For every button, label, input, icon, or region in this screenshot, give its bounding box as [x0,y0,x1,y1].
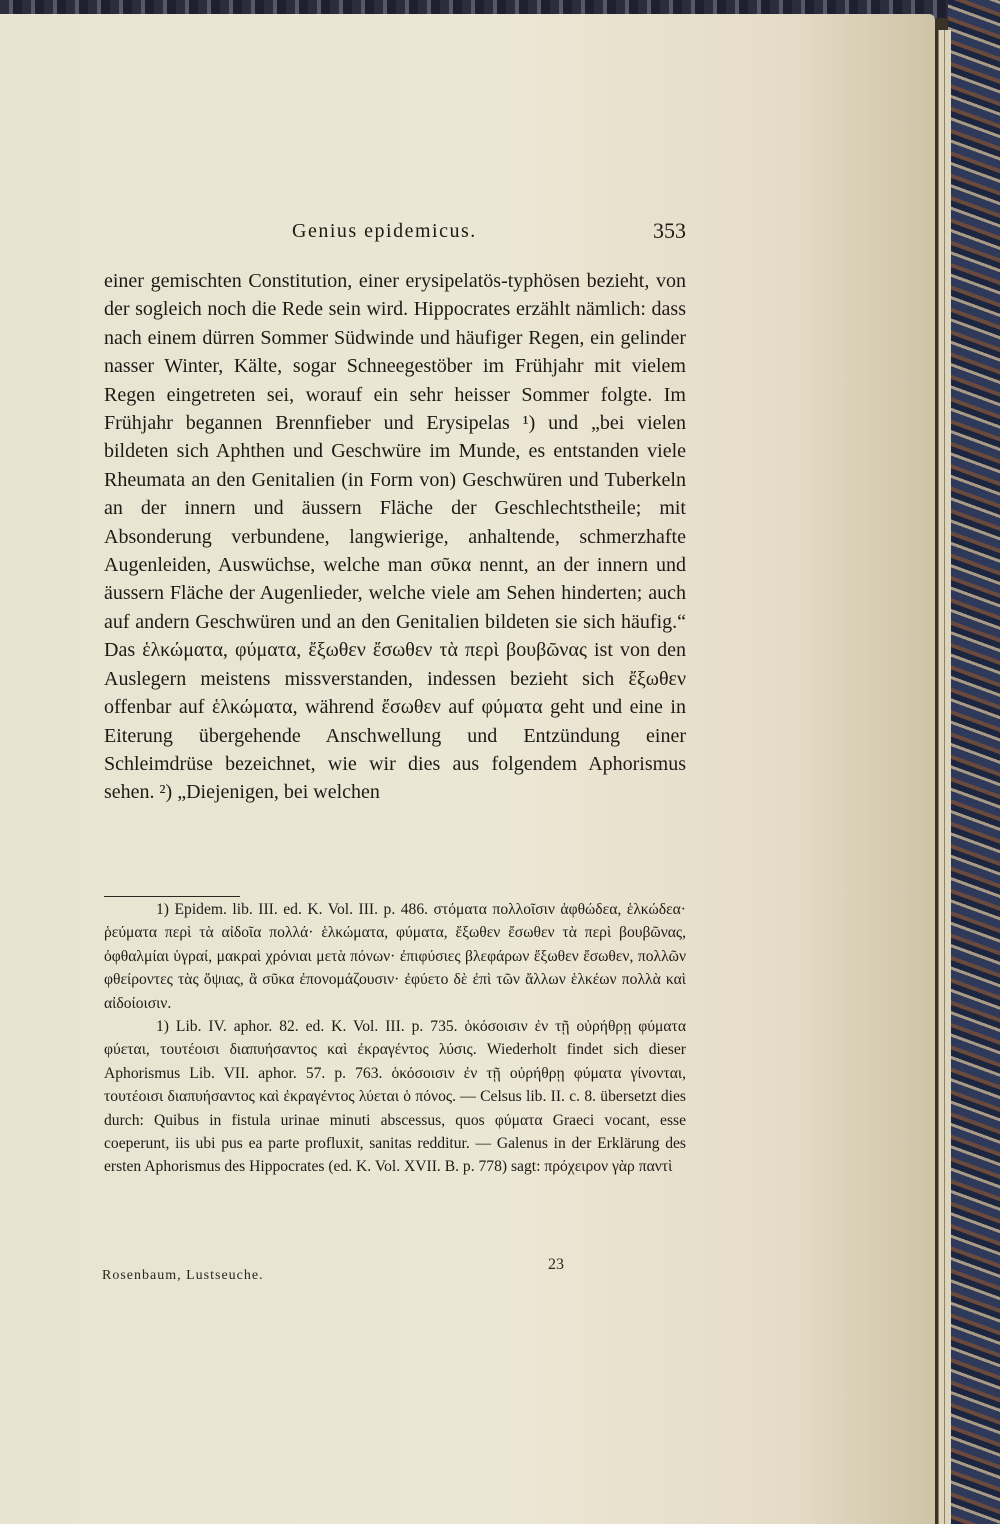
signature-number: 23 [548,1256,564,1273]
footnote-rule [104,896,240,897]
footnote-1: 1) Epidem. lib. III. ed. K. Vol. III. p. 486. στόματα πολλοῖσιν ἀφθώδεα, ἑλκώδεα· ῥεύματα περὶ τὰ αἰδοῖα πολλά· ἑλκώματα, φύματα, ἔξωθεν ἔσωθεν τὰ περὶ βουβῶνας, ὀφθαλμίαι ὑγραί, μακραὶ χρόνιαι μετὰ πόνων· ἐπιφύσιες βλεφάρων ἔξωθεν ἔσωθεν, πολλῶν φθείροντες τὰς ὄψιας, ἃ σῦκα ἐπονομάζουσιν· ἐφύετο δὲ ἐπὶ τῶν ἄλλων ἑλκέων πολλὰ καὶ αἰδοίοισιν. [104,901,686,1012]
page-edge-2 [944,30,951,1524]
body-paragraph: einer gemischten Constitution, einer erysipelatös-typhösen bezieht, von der sogleich noch die Rede sein wird. Hippocrates erzählt nämlich: dass nach einem dürren Sommer Südwinde und häufiger Regen, ein gelinder nasser Winter, Kälte, sogar Schneegestöber im Frühjahr mit vielem Regen eingetreten sei, worauf ein sehr heisser Sommer folgte. Im Frühjahr begannen Brennfieber und Erysipelas ¹) und „bei vielen bildeten sich Aphthen und Geschwüre im Munde, es entstanden viele Rheumata an den Genitalien (in Form von) Geschwüren und Tuberkeln an der innern und äussern Fläche der Geschlechtstheile; mit Absonderung verbundene, langwierige, anhaltende, schmerzhafte Augenleiden, Auswüchse, welche man σῦκα nennt, an der innern und äussern Fläche der Augenlieder, welche viele am Sehen hinderten; auch auf andern Geschwüren und an den Genitalien bildeten sie sich häufig.“ Das ἑλκώματα, φύματα, ἔξωθεν ἔσωθεν τὰ περὶ βουβῶνας ist von den Auslegern meistens missverstanden, indessen bezieht sich ἔξωθεν offenbar auf ἑλκώματα, während ἔσωθεν auf φύματα geht und eine in Eiterung übergehende Anschwellung und Entzündung einer Schleimdrüse bezeichnet, wie wir dies aus folgendem Aphorismus sehen. ²) „Diejenigen, bei welchen [104,270,686,804]
page-header [104,216,686,250]
running-title: Genius epidemicus. [292,220,477,242]
book-page [0,14,935,1524]
footnotes [104,898,686,1179]
footnote-2: 1) Lib. IV. aphor. 82. ed. K. Vol. III. p. 735. ὁκόσοισιν ἐν τῇ οὐρήθρῃ φύματα φύεται, τουτέοισι διαπυήσαντος καὶ ἐκραγέντος λύσις. Wiederholt findet sich dieser Aphorismus Lib. VII. aphor. 57. p. 763. ὁκόσοισιν ἐν τῇ οὐρήθρῃ φύματα γίνονται, τουτέοισι διαπυήσαντος καὶ ἐκραγέντος λύεται ὁ πόνος. — Celsus lib. II. c. 8. übersetzt dies durch: Quibus in fistula urinae minuti abscessus, quos φύματα Graeci vocant, esse coeperunt, iis ubi pus ea parte profluxit, sanitas redditur. — Galenus in der Erklärung des ersten Aphorismus des Hippocrates (ed. K. Vol. XVII. B. p. 778) sagt: πρόχειρον γὰρ παντὶ [104,1018,686,1176]
page-number: 353 [653,218,686,243]
body-text [104,267,686,807]
printer-signature: Rosenbaum, Lustseuche. [102,1268,264,1283]
marbled-cover-edge [948,0,1000,1524]
